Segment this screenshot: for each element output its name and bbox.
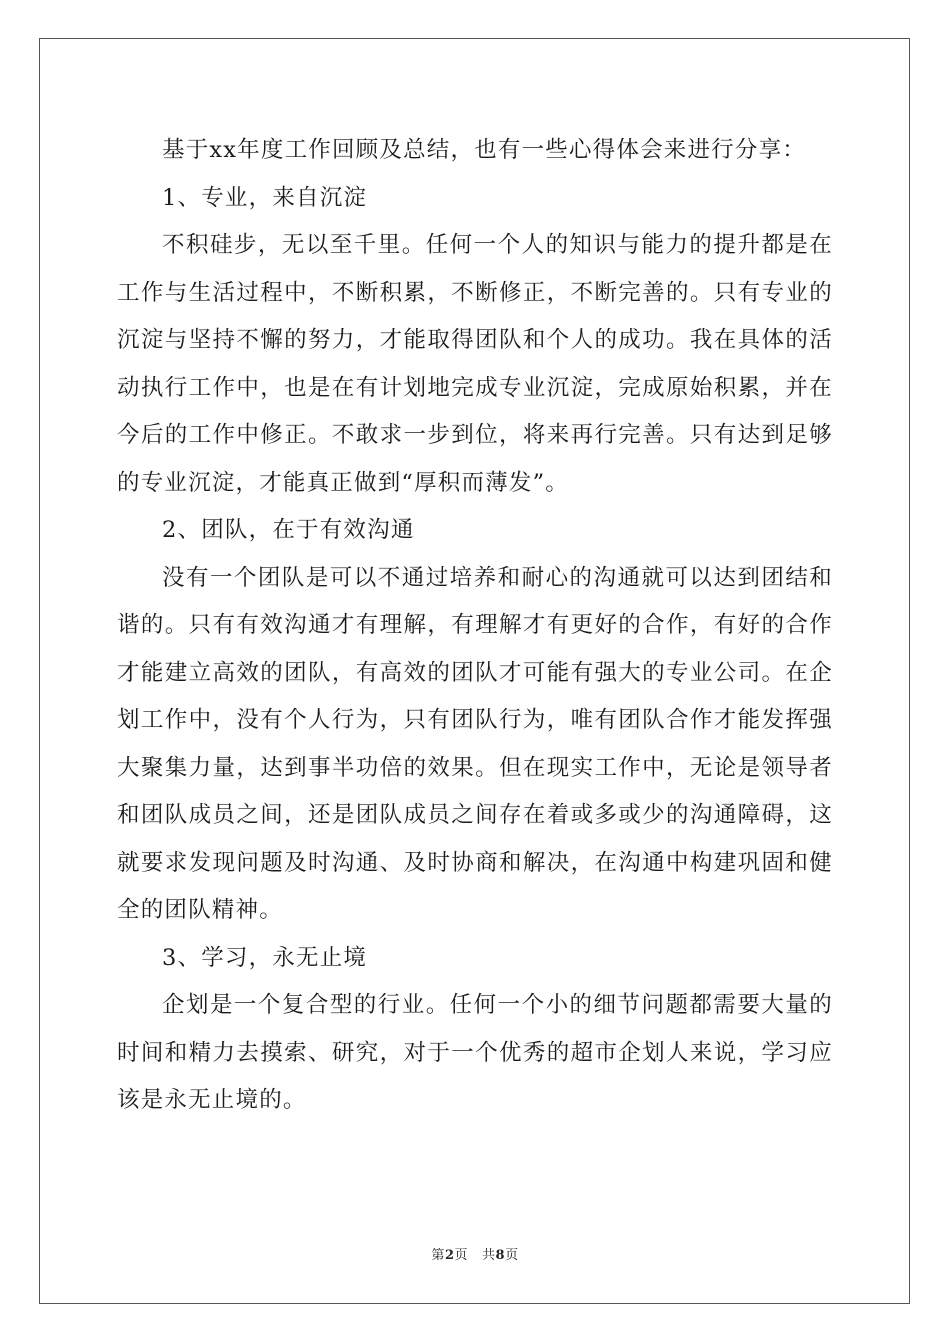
section-paragraph-1: 不积硅步，无以至千里。任何一个人的知识与能力的提升都是在工作与生活过程中，不断积累，不断修正，不断完善的。只有专业的沉淀与坚持不懈的努力，才能取得团队和个人的成功。我在具体的活动执行工作中，也是在有计划地完成专业沉淀，完成原始积累，并在今后的工作中修正。不敢求一步到位，将来再行完善。只有达到足够的专业沉淀，才能真正做到“厚积而薄发”。 [117, 232, 833, 496]
document-body [117, 127, 833, 1125]
page-total: 8 [495, 1248, 506, 1263]
section-paragraph-3: 企划是一个复合型的行业。任何一个小的细节问题都需要大量的时间和精力去摸索、研究，对于一个优秀的超市企划人来说，学习应该是永无止境的。 [117, 992, 833, 1113]
page-prefix: 第 [431, 1248, 445, 1263]
intro-paragraph: 基于xx年度工作回顾及总结，也有一些心得体会来进行分享： [162, 137, 806, 163]
page-current: 2 [444, 1248, 455, 1263]
section-paragraph-2: 没有一个团队是可以不通过培养和耐心的沟通就可以达到团结和谐的。只有有效沟通才有理解，有理解才有更好的合作，有好的合作才能建立高效的团队，有高效的团队才可能有强大的专业公司。在企划工作中，没有个人行为，只有团队行为，唯有团队合作才能发挥强大聚集力量，达到事半功倍的效果。但在现实工作中，无论是领导者和团队成员之间，还是团队成员之间存在着或多或少的沟通障碍，这就要求发现问题及时沟通、及时协商和解决，在沟通中构建巩固和健全的团队精神。 [117, 564, 833, 923]
page-footer [0, 1244, 950, 1263]
total-suffix: 页 [505, 1248, 519, 1263]
section-heading-3: 3、学习，永无止境 [162, 944, 368, 971]
total-prefix: 共 [482, 1248, 496, 1263]
section-heading-1: 1、专业，来自沉淀 [162, 184, 368, 211]
section-heading-2: 2、团队，在于有效沟通 [162, 517, 415, 543]
page-suffix: 页 [454, 1248, 468, 1263]
